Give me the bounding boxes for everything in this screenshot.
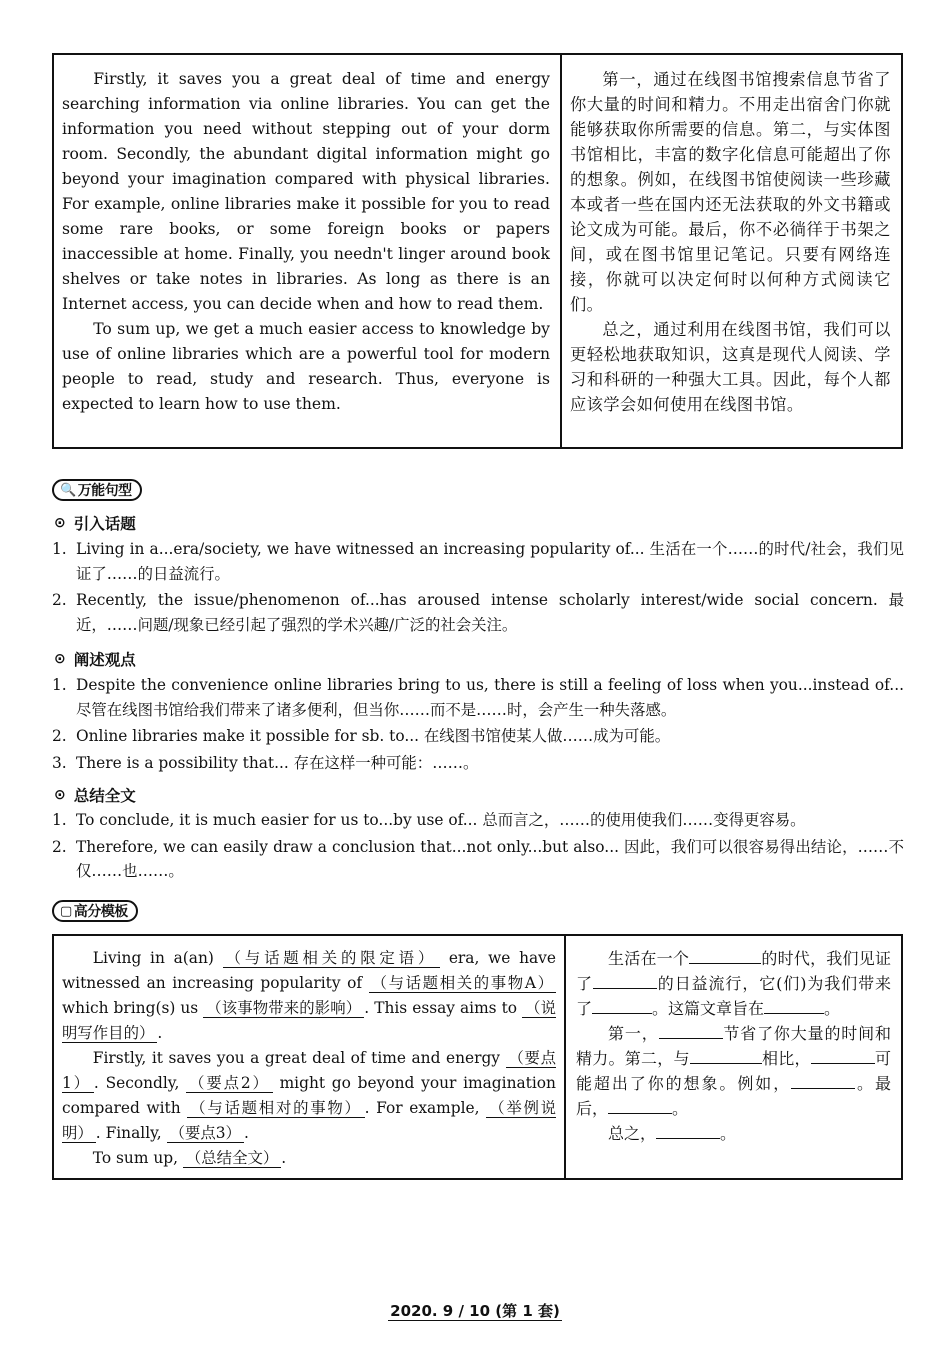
fill-blank — [608, 1099, 672, 1114]
template-en-paragraph-3: To sum up, （总结全文） . — [92, 1149, 287, 1167]
template-tag — [52, 900, 138, 922]
fill-blank — [659, 1024, 723, 1039]
essay-chinese-column — [562, 55, 901, 447]
section-heading-conclusion — [54, 784, 136, 806]
blank-hint: （说明写作目的） — [62, 999, 556, 1042]
section-list-intro — [52, 537, 904, 639]
sentences-tag-label: 万能句型 — [77, 483, 132, 499]
fill-blank — [811, 1049, 875, 1064]
template-zh-paragraph-1: 生活在一个 的时代，我们见证了 的日益流行，它(们)为我们带来了 。这篇文章旨在 。 — [576, 949, 891, 1018]
blank-hint: （总结全文） — [183, 1149, 281, 1168]
essay-en-paragraph-2: To sum up, we get a much easier access to knowledge by use of online libraries which are a powerful tool for modern people to read, study and research. Thus, everyone is expected to learn how to use them. — [62, 320, 550, 413]
essay-zh-paragraph-2: 总之，通过利用在线图书馆，我们可以更轻松地获取知识，这真是现代人阅读、学习和科研的一种强大工具。因此，每个人都应该学会如何使用在线图书馆。 — [570, 320, 891, 414]
blank-hint: （要点1） — [62, 1049, 556, 1092]
essay-en-paragraph-1: Firstly, it saves you a great deal of time and energy searching information via online libraries. You can get the information you need without stepping out of your dorm room. Secondly, the abundant digital information might go beyond your imagination compared with physical libraries. For example, online libraries make it possible for you to read some rare books, or some foreign books or papers inaccessible at home. Finally, you needn't linger around book shelves or take notes in libraries. As long as there is an Internet access, you can decide when and how to read them. — [62, 70, 550, 313]
essay-box — [52, 53, 903, 449]
section-title: 总结全文 — [73, 787, 136, 805]
essay-english-column — [54, 55, 562, 447]
fill-blank — [764, 999, 824, 1014]
template-en-paragraph-2: Firstly, it saves you a great deal of time and energy （要点1） . Secondly, （要点2） might go beyond your imagination compared with （与话题相对的事物） . For example, （举例说明） . Finally, （要点3） . — [62, 1049, 556, 1142]
blank-hint: （与话题相关的限定语） — [223, 949, 440, 968]
section-heading-argument — [54, 648, 136, 670]
circle-dot-icon: ⊙ — [54, 651, 66, 667]
document-icon: ▢ — [60, 903, 72, 919]
list-item: 2. Recently, the issue/phenomenon of...has aroused intense scholarly interest/wide social concern. 最近，……问题/现象已经引起了强烈的学术兴趣/广泛的社会关注。 — [52, 591, 904, 634]
list-item: 2. Therefore, we can easily draw a conclusion that...not only...but also... 因此，我们可以很容易得出结论，……不仅……也……。 — [52, 837, 904, 880]
circle-dot-icon: ⊙ — [54, 515, 66, 531]
template-zh-paragraph-2: 第一， 节省了你大量的时间和精力。第二，与 相比， 可能超出了你的想象。例如， 。最后， 。 — [576, 1024, 891, 1118]
blank-hint: （要点2） — [186, 1074, 273, 1093]
template-chinese-column — [566, 936, 901, 1178]
list-item: 1. Despite the convenience online libraries bring to us, there is still a feeling of loss when you...instead of... 尽管在线图书馆给我们带来了诸多便利，但当你……而不是……时，会产生一种失落感。 — [52, 676, 904, 719]
list-item: 3. There is a possibility that... 存在这样一种可能：……。 — [52, 753, 479, 772]
template-tag-label: 高分模板 — [73, 904, 128, 920]
footer-text: 2020. 9 / 10 (第 1 套) — [390, 1302, 560, 1320]
template-en-paragraph-1: Living in a(an) （与话题相关的限定语） era, we have witnessed an increasing popularity of （与话题相关的事物A） which bring(s) us （该事物带来的影响） . This essay aims to （说明写作目的） . — [62, 949, 556, 1042]
circle-dot-icon: ⊙ — [54, 787, 66, 803]
section-title: 阐述观点 — [73, 651, 136, 669]
fill-blank — [690, 1049, 762, 1064]
template-english-column — [54, 936, 566, 1178]
section-list-argument — [52, 673, 904, 777]
essay-zh-paragraph-1: 第一，通过在线图书馆搜索信息节省了你大量的时间和精力。不用走出宿舍门你就能够获取你所需要的信息。第二，与实体图书馆相比，丰富的数字化信息可能超出了你的想象。例如，在线图书馆使阅读一些珍藏本或者一些在国内还无法获取的外文书籍或论文成为可能。最后，你不必徜徉于书架之间，或在图书馆里记笔记。只要有网络连接，你就可以决定何时以何种方式阅读它们。 — [570, 70, 891, 314]
sentences-tag — [52, 479, 142, 501]
section-title: 引入话题 — [73, 515, 136, 533]
list-item: 1. Living in a...era/society, we have witnessed an increasing popularity of... 生活在一个……的时代/社会，我们见证了……的日益流行。 — [52, 540, 904, 583]
fill-blank — [689, 949, 761, 964]
list-item: 2. Online libraries make it possible for sb. to... 在线图书馆使某人做……成为可能。 — [52, 727, 671, 745]
fill-blank — [592, 999, 652, 1014]
template-box — [52, 934, 903, 1180]
blank-hint: （举例说明） — [62, 1099, 556, 1142]
section-list-conclusion — [52, 808, 904, 886]
blank-hint: （该事物带来的影响） — [203, 999, 364, 1018]
blank-hint: （与话题相对的事物） — [187, 1099, 364, 1118]
fill-blank — [593, 974, 657, 989]
magnifier-icon: 🔍 — [60, 482, 76, 498]
fill-blank — [791, 1074, 855, 1089]
blank-hint: （要点3） — [167, 1124, 244, 1143]
template-zh-paragraph-3: 总之， 。 — [608, 1124, 737, 1143]
section-heading-intro — [54, 512, 136, 534]
blank-hint: （与话题相关的事物A） — [369, 974, 556, 993]
fill-blank — [656, 1124, 720, 1139]
page-footer — [0, 1300, 950, 1321]
list-item: 1. To conclude, it is much easier for us to...by use of... 总而言之，……的使用使我们……变得更容易。 — [52, 811, 806, 829]
